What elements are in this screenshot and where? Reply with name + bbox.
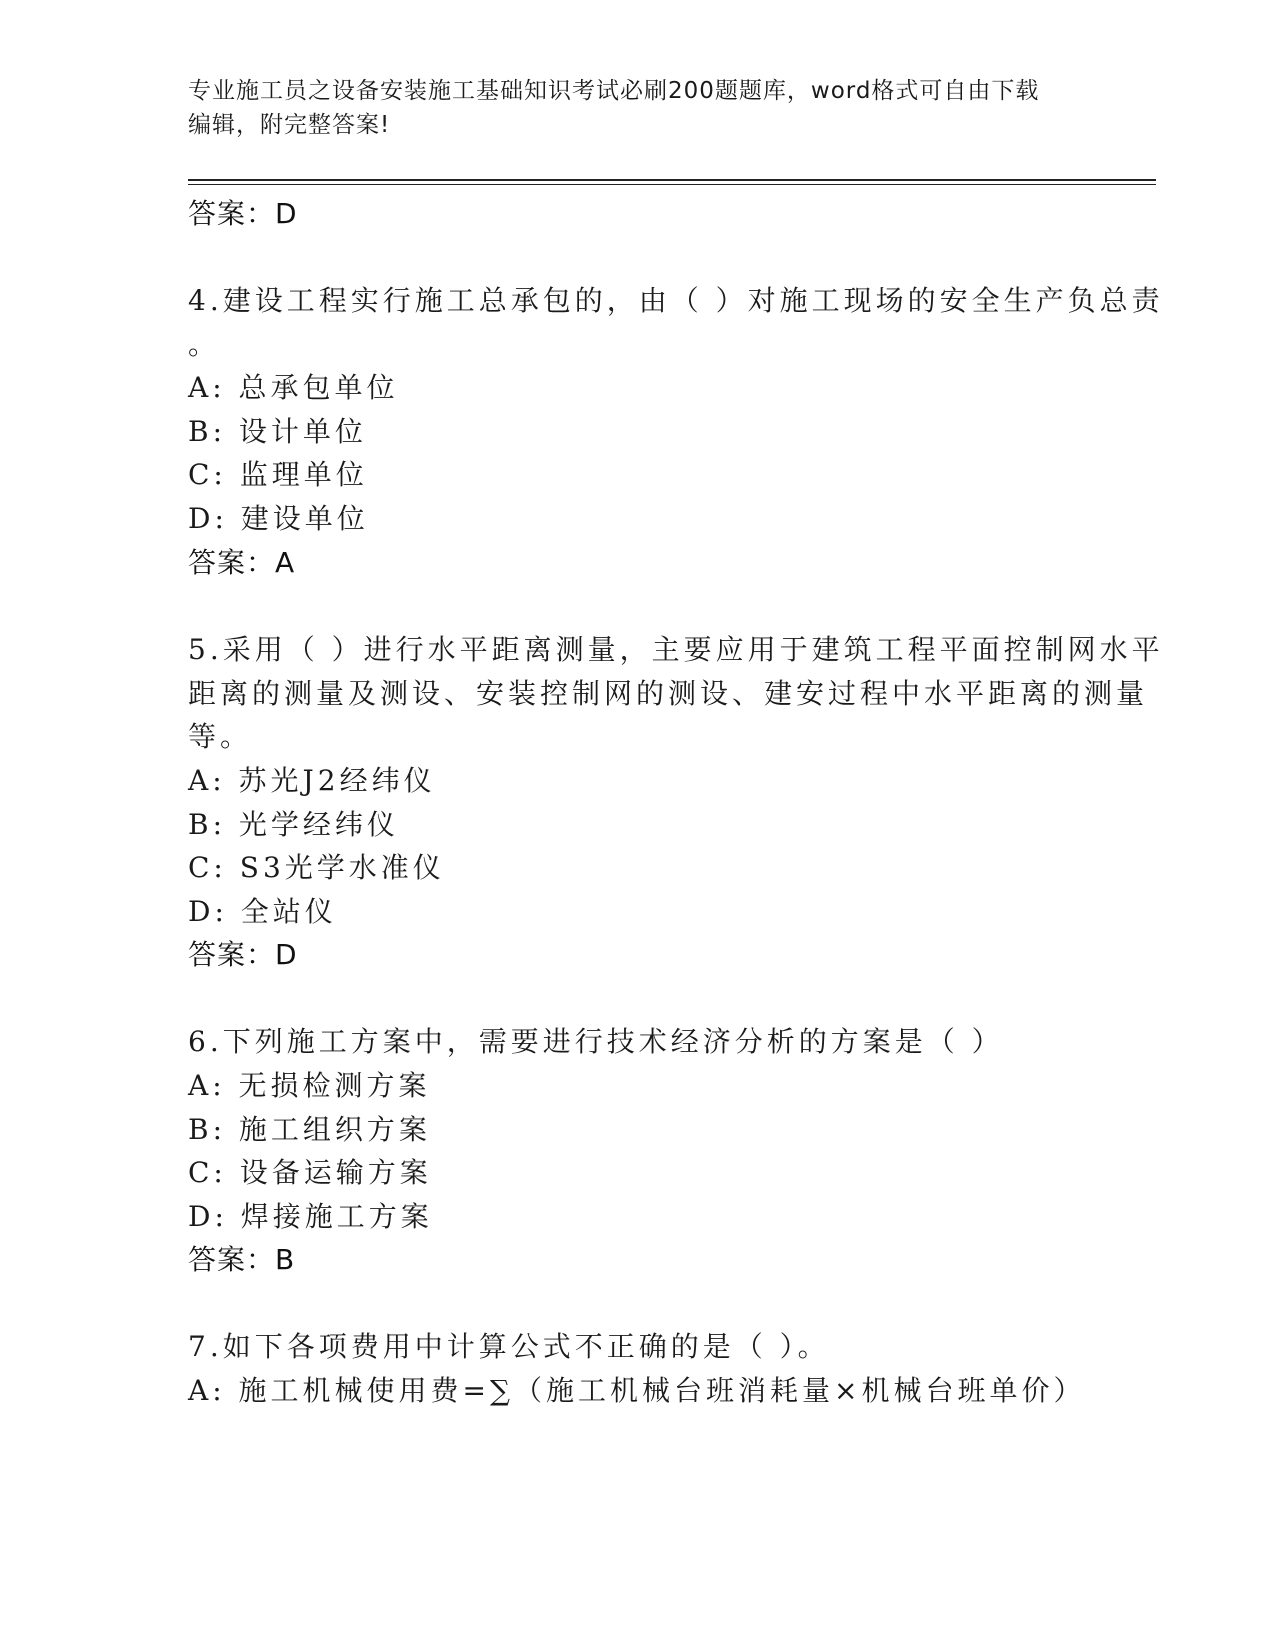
question-7-stem-line-1: 7.如下各项费用中计算公式不正确的是（ ）。 <box>188 1330 830 1363</box>
question-4-option-c: C: 监理单位 <box>188 458 368 491</box>
question-5-option-a: A: 苏光J2经纬仪 <box>188 764 436 797</box>
question-4-option-a: A: 总承包单位 <box>188 371 399 404</box>
question-5-option-b: B: 光学经纬仪 <box>188 808 399 841</box>
question-6-answer: 答案：B <box>188 1243 296 1276</box>
question-6-option-d: D: 焊接施工方案 <box>188 1200 433 1233</box>
question-5-option-d: D: 全站仪 <box>188 895 337 928</box>
header-divider-thick <box>188 179 1156 181</box>
question-5-stem-line-2: 距离的测量及测设、安装控制网的测设、建安过程中水平距离的测量 <box>188 677 1149 710</box>
question-5-option-c: C: S3光学水准仪 <box>188 851 445 884</box>
question-6-option-a: A: 无损检测方案 <box>188 1069 431 1102</box>
header-line-2: 编辑，附完整答案! <box>188 112 391 138</box>
question-4-answer: 答案：A <box>188 546 296 579</box>
question-6-option-b: B: 施工组织方案 <box>188 1113 431 1146</box>
question-5-stem-line-3: 等。 <box>188 720 253 753</box>
question-6-stem-line-1: 6.下列施工方案中，需要进行技术经济分析的方案是（ ） <box>188 1025 1004 1058</box>
previous-answer: 答案：D <box>188 197 298 230</box>
question-7-option-a: A: 施工机械使用费=∑（施工机械台班消耗量×机械台班单价） <box>188 1374 1086 1407</box>
question-4-option-b: B: 设计单位 <box>188 415 367 448</box>
question-5-answer: 答案：D <box>188 938 298 971</box>
document-header <box>188 74 1088 142</box>
question-6-option-c: C: 设备运输方案 <box>188 1156 432 1189</box>
question-4-stem-line-1: 4.建设工程实行施工总承包的，由（ ）对施工现场的安全生产负总责 <box>188 284 1164 317</box>
question-4-option-d: D: 建设单位 <box>188 502 369 535</box>
question-4-stem-line-2: 。 <box>188 328 221 361</box>
header-line-1: 专业施工员之设备安装施工基础知识考试必刷200题题库，word格式可自由下载 <box>188 78 1040 104</box>
header-divider-thin <box>188 184 1156 185</box>
question-5-stem-line-1: 5.采用（ ）进行水平距离测量，主要应用于建筑工程平面控制网水平 <box>188 633 1164 666</box>
